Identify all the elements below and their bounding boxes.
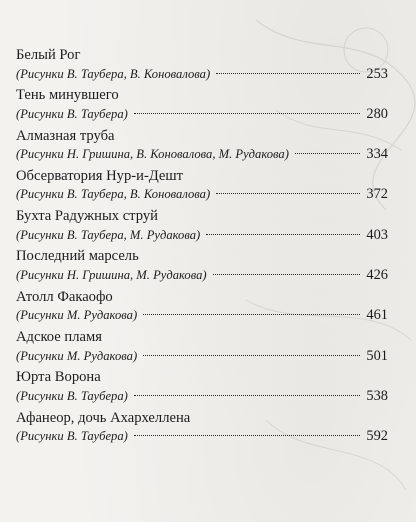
entry-page-number: 461 [366, 307, 388, 324]
entry-title: Алмазная труба [16, 127, 115, 144]
entry-title: Последний марсель [16, 248, 139, 265]
toc-entry [16, 86, 388, 126]
table-of-contents [16, 46, 388, 449]
dot-leader [134, 395, 360, 396]
entry-page-number: 372 [366, 186, 388, 203]
entry-page-number: 280 [366, 105, 388, 122]
entry-credit-row [16, 145, 388, 163]
toc-entry [16, 288, 388, 328]
toc-entry [16, 207, 388, 247]
dot-leader [295, 153, 360, 154]
dot-leader [206, 234, 360, 235]
entry-credit: (Рисунки М. Рудакова) [16, 308, 138, 323]
toc-entry [16, 247, 388, 287]
toc-entry [16, 409, 388, 449]
dot-leader [143, 355, 360, 356]
entry-title: Атолл Факаофо [16, 288, 113, 305]
entry-page-number: 403 [366, 226, 388, 243]
toc-entry [16, 368, 388, 408]
entry-credit: (Рисунки Н. Гришина, В. Коновалова, М. Рудакова) [16, 147, 289, 162]
entry-credit-row [16, 266, 388, 284]
entry-credit-row [16, 105, 388, 123]
dot-leader [213, 274, 360, 275]
entry-page-number: 501 [366, 347, 388, 364]
dot-leader [143, 314, 360, 315]
entry-credit-row [16, 65, 388, 83]
toc-entry [16, 127, 388, 167]
entry-title: Адское пламя [16, 329, 102, 346]
toc-entry [16, 46, 388, 86]
entry-credit-row [16, 427, 388, 445]
toc-entry [16, 167, 388, 207]
dot-leader [216, 193, 360, 194]
entry-credit-row [16, 226, 388, 244]
entry-credit: (Рисунки В. Таубера, М. Рудакова) [16, 227, 201, 242]
entry-credit: (Рисунки В. Таубера) [16, 106, 128, 121]
entry-credit-row [16, 185, 388, 203]
dot-leader [216, 73, 360, 74]
entry-page-number: 426 [366, 266, 388, 283]
entry-credit-row [16, 387, 388, 405]
entry-title: Юрта Ворона [16, 369, 101, 386]
entry-title: Бухта Радужных струй [16, 208, 158, 225]
toc-entry [16, 328, 388, 368]
entry-title: Обсерватория Нур-и-Дешт [16, 167, 184, 184]
dot-leader [134, 435, 360, 436]
entry-credit: (Рисунки Н. Гришина, М. Рудакова) [16, 267, 207, 282]
entry-page-number: 592 [366, 428, 388, 445]
entry-title: Тень минувшего [16, 87, 119, 104]
entry-page-number: 334 [366, 146, 388, 163]
entry-title: Белый Рог [16, 47, 81, 63]
entry-page-number: 253 [366, 65, 388, 82]
entry-credit-row [16, 306, 388, 324]
entry-page-number: 538 [366, 387, 388, 404]
entry-title: Афанеор, дочь Ахархеллена [16, 409, 191, 426]
entry-credit: (Рисунки В. Таубера, В. Коновалова) [16, 66, 211, 81]
entry-credit: (Рисунки М. Рудакова) [16, 348, 138, 363]
entry-credit: (Рисунки В. Таубера) [16, 388, 128, 403]
entry-credit: (Рисунки В. Таубера) [16, 429, 128, 444]
entry-credit-row [16, 347, 388, 365]
entry-credit: (Рисунки В. Таубера, В. Коновалова) [16, 187, 211, 202]
dot-leader [134, 113, 360, 114]
